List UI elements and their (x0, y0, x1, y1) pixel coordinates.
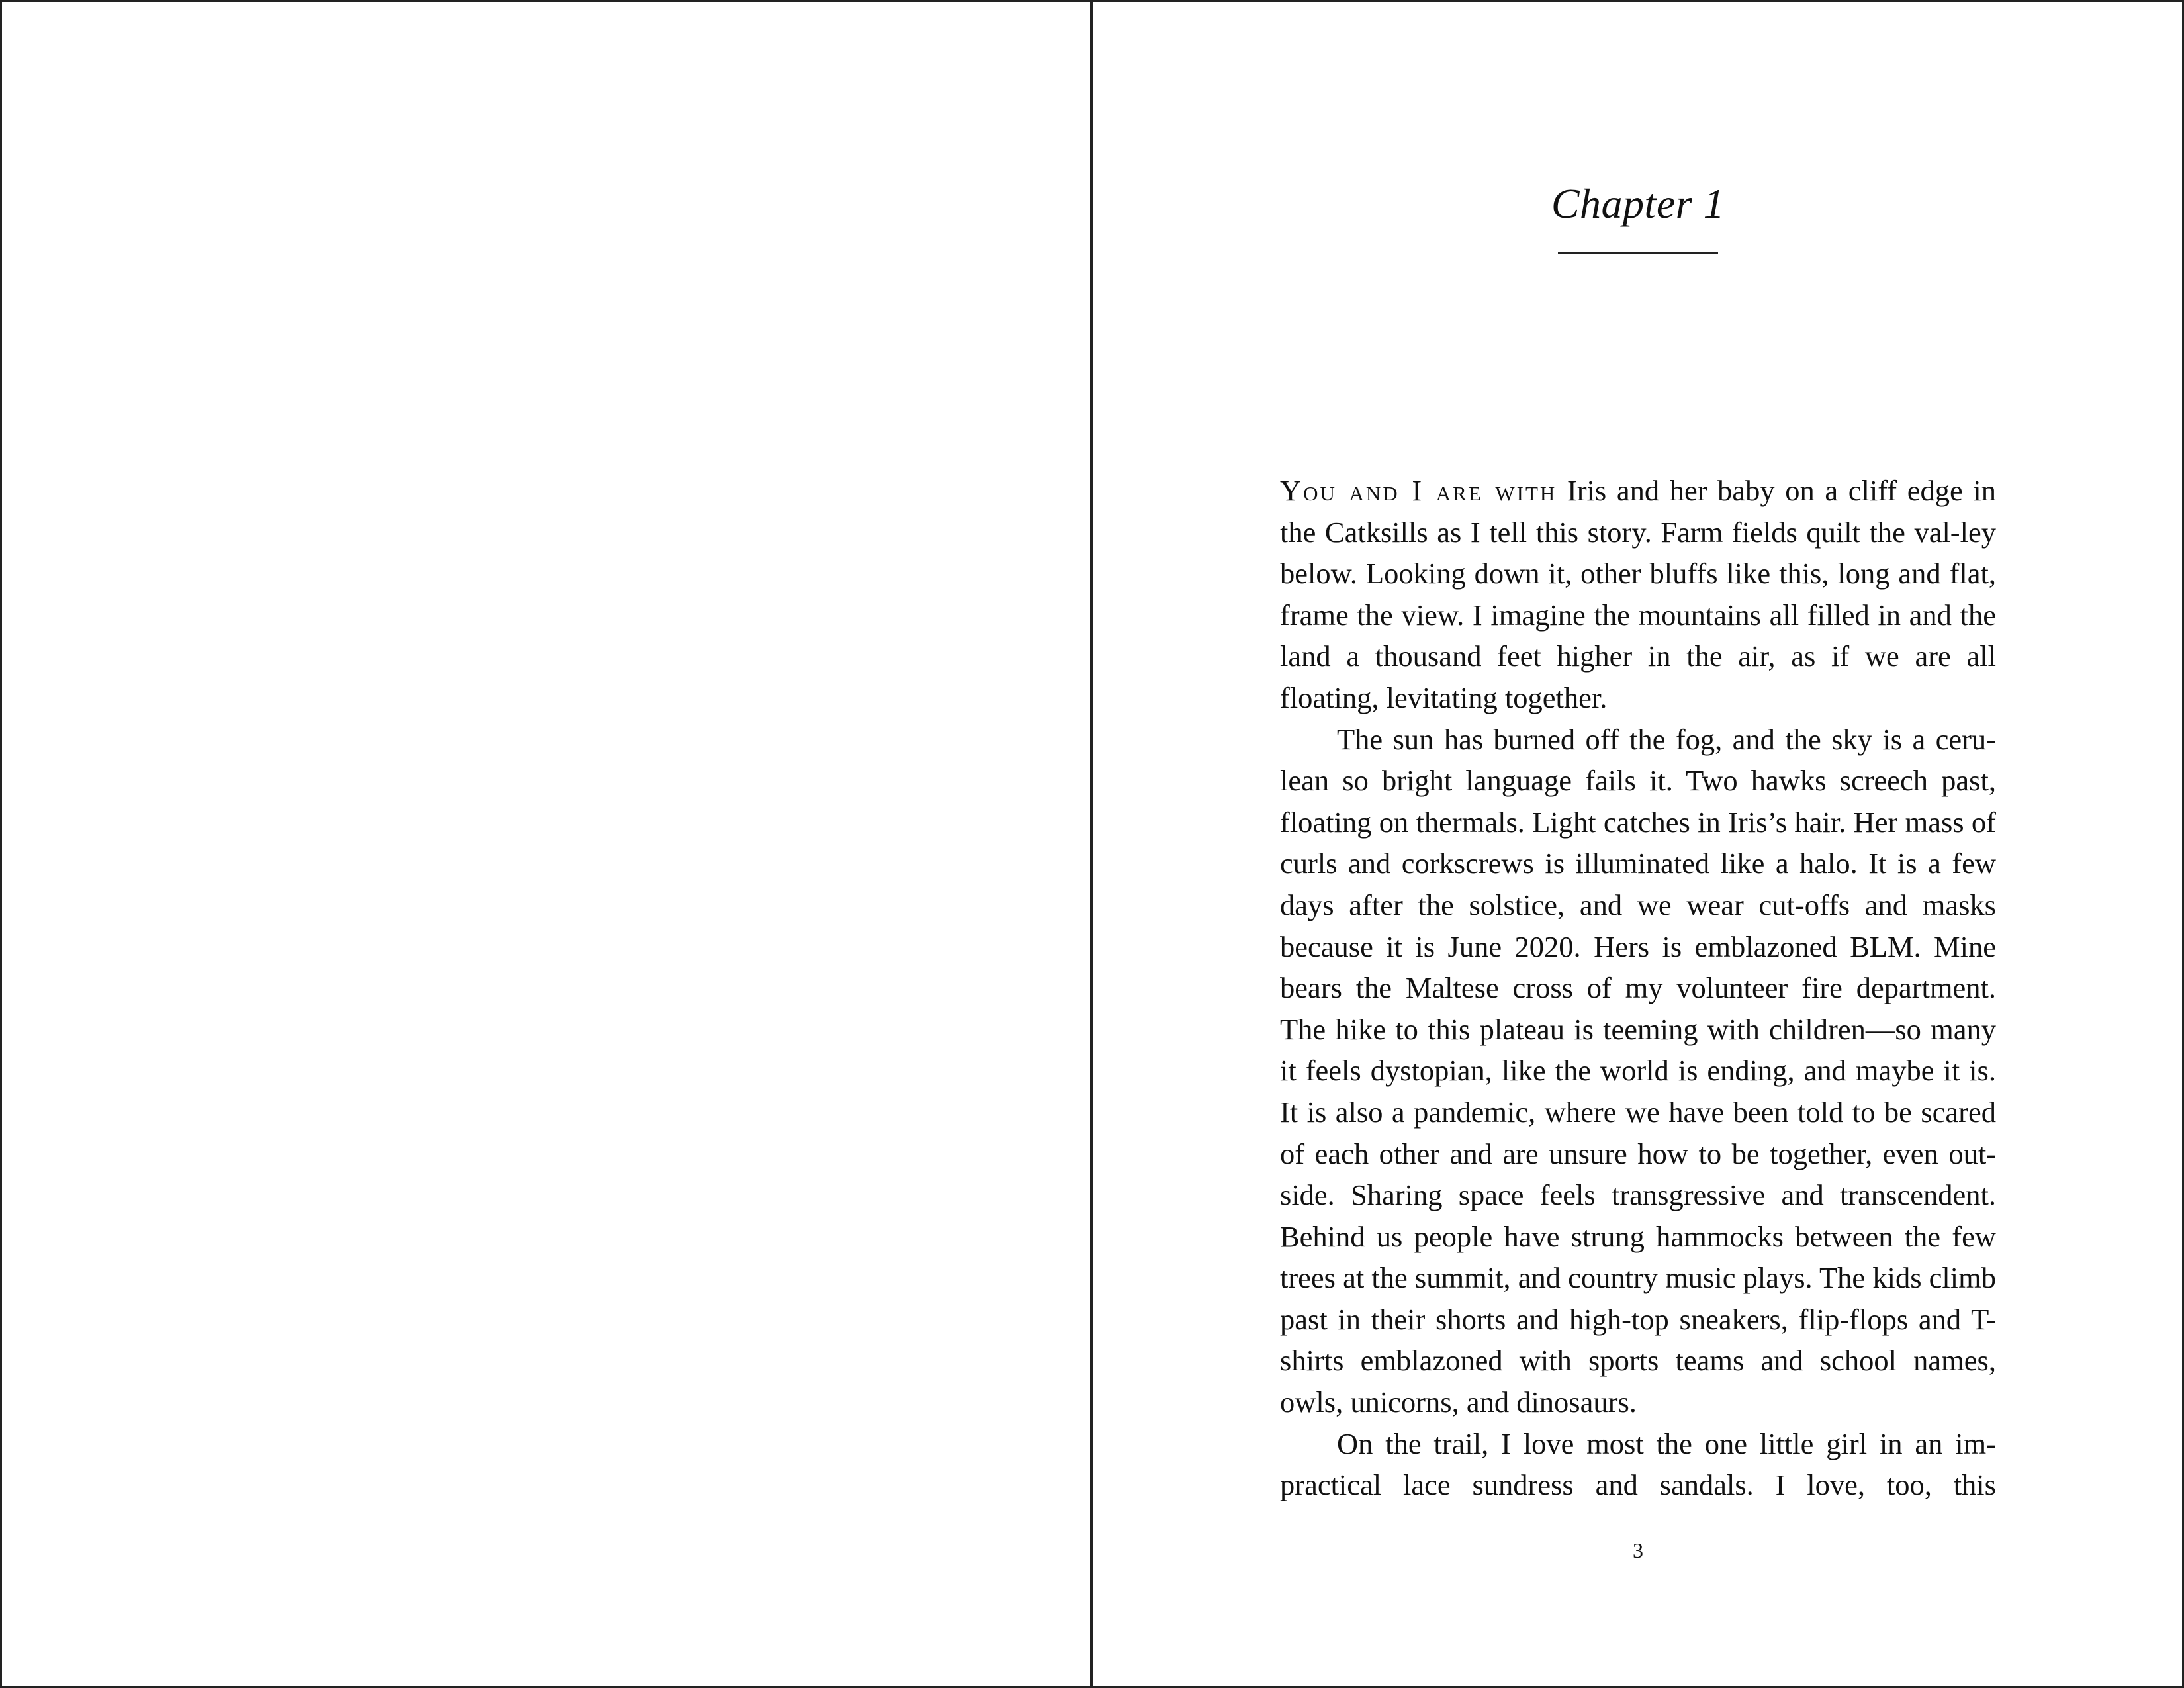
paragraph-1-lead-in: You and I are with (1280, 474, 1557, 507)
paragraph-1 (1280, 470, 1996, 719)
chapter-body-text (1280, 470, 1996, 1506)
paragraph-2: The sun has burned off the fog, and the sky is a ceru-lean so bright language fails it. Two hawks screech past, floating on thermals. Light catches in Iris’s hair. Her mass of curls and corkscrews is illuminated like a halo. It is a few days after the solstice, and we wear cut-offs and masks because it is June 2020. Hers is emblazoned BLM. Mine bears the Maltese cross of my volunteer fire department. The hike to this plateau is teeming with children—so many it feels dystopian, like the world is ending, and maybe it is. It is also a pandemic, where we have been told to be scared of each other and are unsure how to be together, even out-side. Sharing space feels transgressive and transcendent. Behind us people have strung hammocks between the few trees at the summit, and country music plays. The kids climb past in their shorts and high-top sneakers, flip-flops and T-shirts emblazoned with sports teams and school names, owls, unicorns, and dinosaurs. (1280, 722, 1996, 1419)
paragraph-3: On the trail, I love most the one little girl in an im-practical lace sundress and sandals. I love, too, this (1280, 1427, 1996, 1502)
chapter-title-rule (1558, 252, 1718, 254)
page-number: 3 (1633, 1538, 1643, 1562)
paragraph-1-text: Iris and her baby on a cliff edge in the Catksills as I tell this story. Farm fields quilt the val-ley below. Looking down it, other bluffs like this, long and flat, frame the view. I imagine the mountains all filled in and the land a thousand feet higher in the air, as if we are all floating, levitating together. (1280, 474, 1996, 714)
chapter-title: Chapter 1 (1551, 180, 1725, 227)
